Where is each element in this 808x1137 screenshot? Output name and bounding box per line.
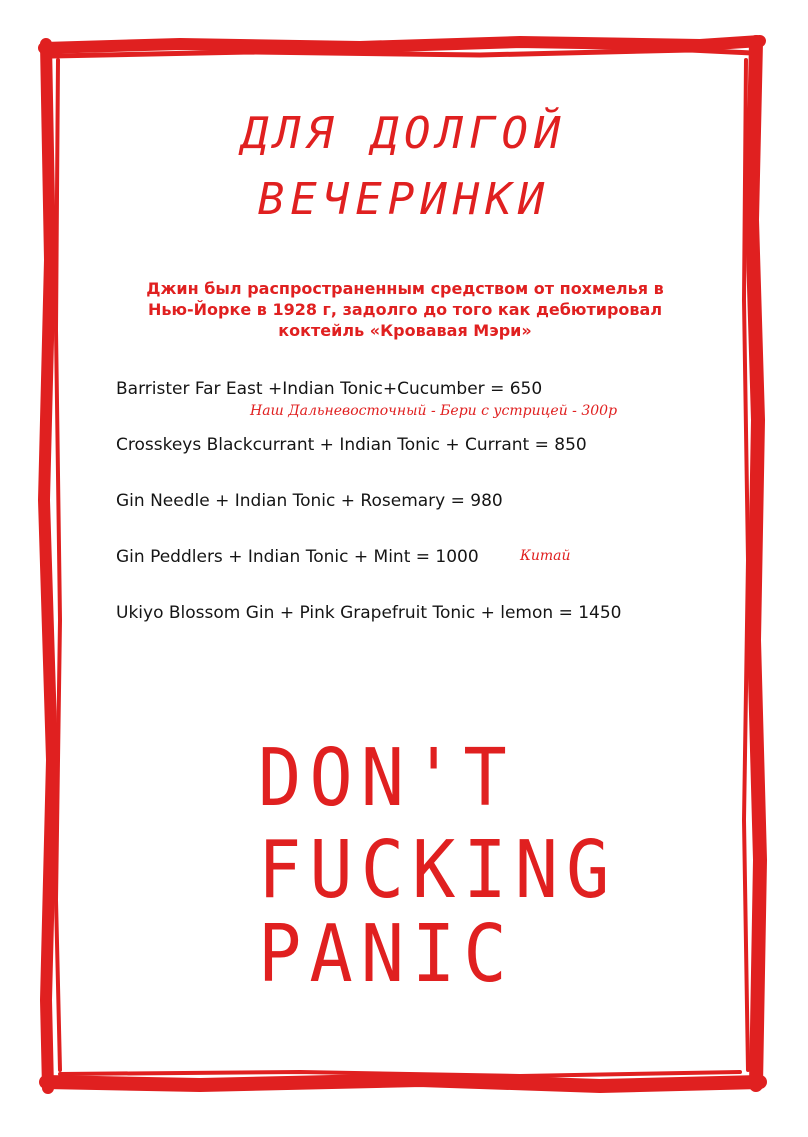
intro-text bbox=[110, 278, 700, 341]
note-far-east: Наш Дальневосточный - Бери с устрицей - 300р bbox=[250, 403, 618, 419]
slogan-line-1: DON'T bbox=[258, 731, 515, 824]
intro-line-1: Джин был распространенным средством от похмелья в bbox=[146, 279, 664, 298]
menu-item-barrister: Barrister Far East +Indian Tonic+Cucumber = 650 bbox=[116, 379, 543, 399]
menu-item-gin-needle: Gin Needle + Indian Tonic + Rosemary = 980 bbox=[116, 491, 503, 511]
intro-line-2: Нью-Йорке в 1928 г, задолго до того как дебютировал bbox=[147, 300, 663, 319]
title-line-1: ДЛЯ ДОЛГОЙ bbox=[241, 108, 567, 159]
slogan-line-2: FUCKING bbox=[258, 823, 618, 916]
menu-item-crosskeys: Crosskeys Blackcurrant + Indian Tonic + Currant = 850 bbox=[116, 435, 587, 455]
slogan-line-3: PANIC bbox=[258, 907, 515, 1000]
title-line-2: ВЕЧЕРИНКИ bbox=[257, 174, 551, 225]
menu-item-gin-peddlers: Gin Peddlers + Indian Tonic + Mint = 1000 bbox=[116, 547, 479, 567]
note-china: Китай bbox=[520, 548, 571, 564]
intro-line-3: коктейль «Кровавая Мэри» bbox=[278, 321, 532, 340]
menu-item-ukiyo: Ukiyo Blossom Gin + Pink Grapefruit Tonic + lemon = 1450 bbox=[116, 603, 622, 623]
